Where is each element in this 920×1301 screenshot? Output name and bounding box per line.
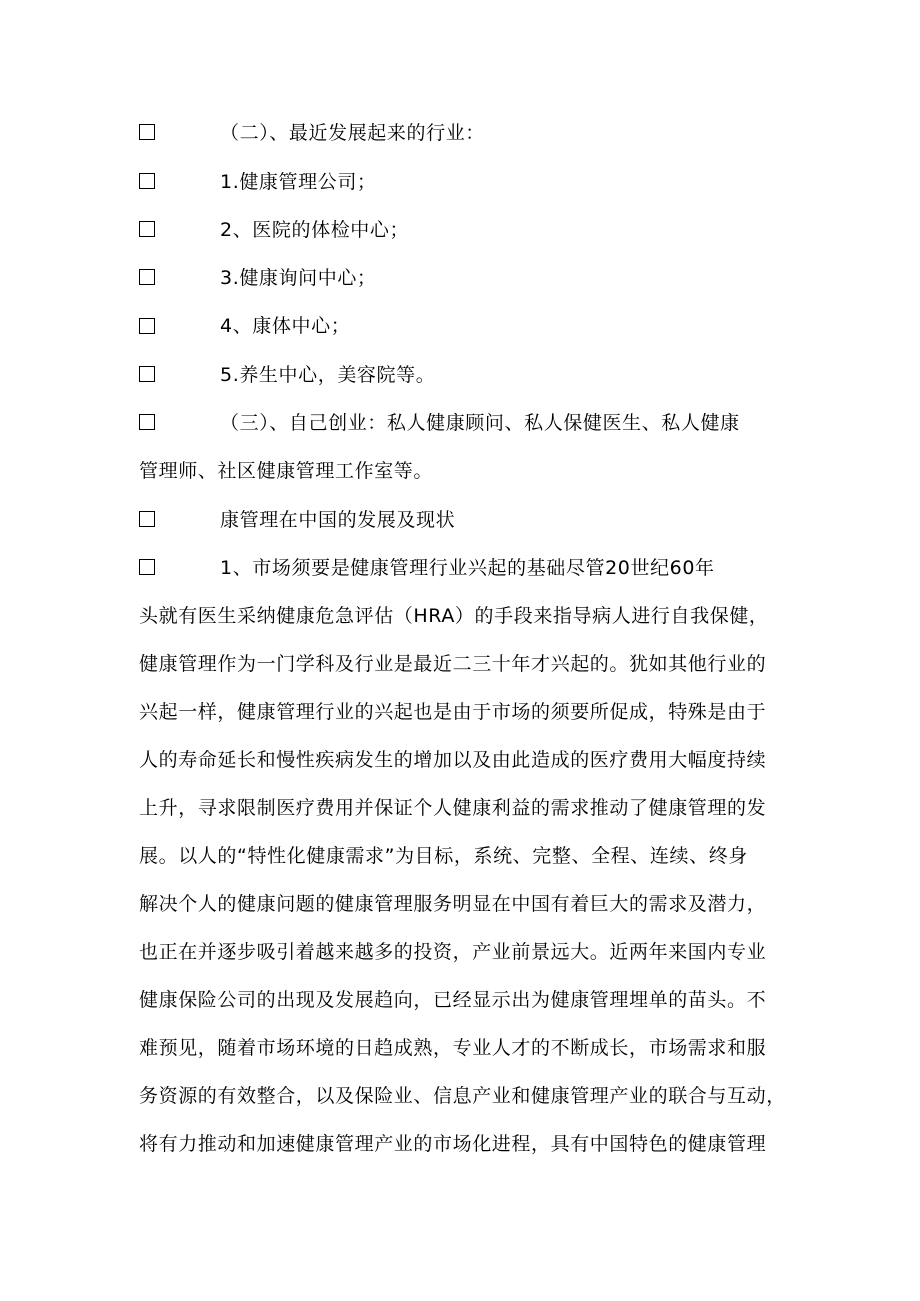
list-item-continuation: 管理师、社区健康管理工作室等。 (139, 460, 434, 482)
checkbox-square (139, 511, 155, 527)
section-heading: 康管理在中国的发展及现状 (220, 509, 456, 531)
paragraph-line: 人的寿命延长和慢性疾病发生的增加以及由此造成的医疗费用大幅度持续 (139, 749, 767, 771)
checkbox-square (139, 414, 155, 430)
paragraph-line: 头就有医生采纳健康危急评估（HRA）的手段来指导病人进行自我保健， (139, 605, 769, 627)
checkbox-square (139, 318, 155, 334)
list-item: （二）、最近发展起来的行业： (220, 122, 485, 144)
checkbox-square (139, 221, 155, 237)
list-item: 3.健康询问中心； (220, 267, 377, 289)
list-item: 5.养生中心，美容院等。 (220, 364, 436, 386)
paragraph-line: 难预见，随着市场环境的日趋成熟，专业人才的不断成长，市场需求和服 (139, 1037, 767, 1059)
paragraph-line: 健康保险公司的出现及发展趋向，已经显示出为健康管理埋单的苗头。不 (139, 989, 767, 1011)
paragraph-line: 也正在并逐步吸引着越来越多的投资，产业前景远大。近两年来国内专业 (139, 941, 767, 963)
checkbox-square (139, 366, 155, 382)
paragraph-line: 上升，寻求限制医疗费用并保证个人健康利益的需求推动了健康管理的发 (139, 797, 767, 819)
list-item: 4、康体中心； (220, 315, 351, 337)
paragraph-line: 解决个人的健康问题的健康管理服务明显在中国有着巨大的需求及潜力， (139, 893, 767, 915)
list-item: 2、医院的体检中心； (220, 219, 410, 241)
paragraph-line: 健康管理作为一门学科及行业是最近二三十年才兴起的。犹如其他行业的 (139, 653, 767, 675)
paragraph-line: 将有力推动和加速健康管理产业的市场化进程，具有中国特色的健康管理 (139, 1133, 767, 1155)
paragraph-line: 兴起一样，健康管理行业的兴起也是由于市场的须要所促成，特殊是由于 (139, 701, 767, 723)
paragraph-first-line: 1、市场须要是健康管理行业兴起的基础尽管20世纪60年 (220, 557, 715, 579)
paragraph-line: 展。以人的“特性化健康需求”为目标，系统、完整、全程、连续、终身 (139, 845, 748, 867)
checkbox-square (139, 124, 155, 140)
list-item: 1.健康管理公司； (220, 171, 377, 193)
checkbox-square (139, 173, 155, 189)
list-item: （三）、自己创业：私人健康顾问、私人保健医生、私人健康 (220, 412, 740, 434)
checkbox-square (139, 559, 155, 575)
paragraph-line: 务资源的有效整合，以及保险业、信息产业和健康管理产业的联合与互动， (139, 1085, 786, 1107)
checkbox-square (139, 269, 155, 285)
